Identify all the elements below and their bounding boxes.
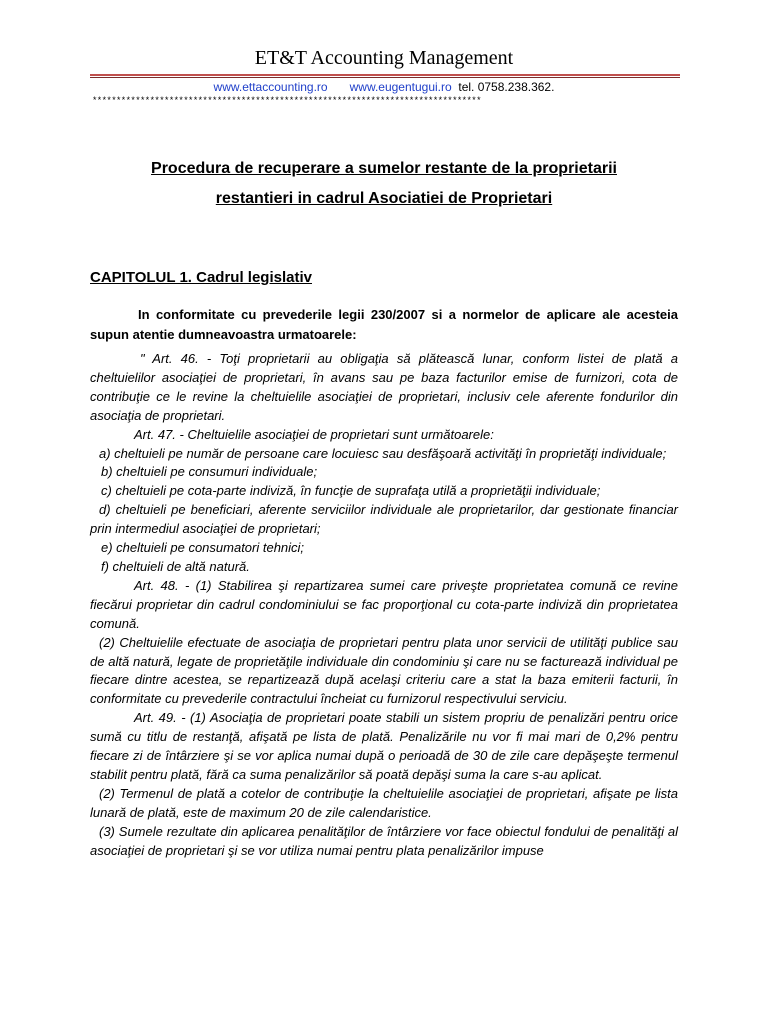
article-47-item-c: c) cheltuieli pe cota-parte indiviză, în funcţie de suprafaţa utilă a proprietăţii individuale; xyxy=(101,483,601,499)
title-line-1: Procedura de recuperare a sumelor restante de la proprietarii xyxy=(151,160,617,177)
title-line-2: restantieri in cadrul Asociatiei de Proprietari xyxy=(215,190,553,207)
company-name: ET&T Accounting Management xyxy=(254,47,514,69)
header-divider xyxy=(90,74,680,76)
article-47-item-f: f) cheltuieli de altă natură. xyxy=(101,558,250,574)
website-link-ettaccounting[interactable]: www.ettaccounting.ro xyxy=(213,80,328,94)
contact-line xyxy=(0,79,768,95)
law-excerpt xyxy=(90,350,678,860)
article-49-paragraph-3: (3) Sumele rezultate din aplicarea penalităţilor de întârziere vor face obiectul fondului de penalităţi al asociaţiei de proprietari şi se vor utiliza numai pentru plata penalizărilor impuse xyxy=(90,823,678,858)
article-47-item-e: e) cheltuieli pe consumatori tehnici; xyxy=(101,540,305,556)
article-49-paragraph-2: (2) Termenul de plată a cotelor de contribuţie la cheltuielile asociaţiei de proprietari, afişate pe lista lunară de plată, este de maximum 20 de zile calendaristice. xyxy=(90,785,678,820)
chapter-1-heading: CAPITOLUL 1. Cadrul legislativ xyxy=(90,269,312,286)
article-48-paragraph-2: (2) Cheltuielile efectuate de asociaţia de proprietari pentru plata unor servicii de utilităţi publice sau de altă natură, legate de proprietăţile individuale din condominiu şi care nu se facturează individual pe fiecare dintre acestea, se repartizează după acelaşi criteriu care a stat la baza emiterii facturii, în conformitate cu prevederile contractului încheiat cu furnizorul respectivului serviciu. xyxy=(90,634,678,707)
article-46: " Art. 46. - Toţi proprietarii au obligaţia să plătească lunar, conform listei de plată a cheltuielilor asociaţiei de proprietari, în avans sau pe baza facturilor emise de furnizori, cota de contribuţie ce le revine la cheltuielile asociaţiei de proprietari, inclusiv cele aferente fondurilor din asociaţia de proprietari. xyxy=(90,351,678,423)
chapter-1-intro: In conformitate cu prevederile legii 230/2007 si a normelor de aplicare ale acesteia supun atentie dumneavoastra urmatoarele: xyxy=(90,307,678,342)
header-divider-shadow xyxy=(90,77,680,78)
article-47-item-b: b) cheltuieli pe consumuri individuale; xyxy=(101,464,318,480)
website-link-eugentugui[interactable]: www.eugentugui.ro xyxy=(349,80,452,94)
article-47-item-a: a) cheltuieli pe număr de persoane care locuiesc sau desfăşoară activităţi în proprietăţi individuale; xyxy=(99,445,667,461)
phone-number: tel. 0758.238.362. xyxy=(458,80,555,94)
article-47-item-d: d) cheltuieli pe beneficiari, aferente serviciilor individuale ale proprietarilor, dar gestionate financiar prin intermediul asociaţiei de proprietari; xyxy=(90,502,678,537)
star-separator: ********************************************************************************* xyxy=(92,96,481,106)
article-48-paragraph-1: Art. 48. - (1) Stabilirea şi repartizarea sumei care priveşte proprietatea comună ce revine fiecărui proprietar din cadrul condominiului se fac proporţional cu cota-parte indiviză din proprietatea comună. xyxy=(90,577,678,631)
article-47: Art. 47. - Cheltuielile asociaţiei de proprietari sunt următoarele: xyxy=(134,426,494,442)
document-title xyxy=(100,154,668,214)
document-header xyxy=(0,44,768,72)
article-49-paragraph-1: Art. 49. - (1) Asociaţia de proprietari poate stabili un sistem propriu de penalizări pentru orice sumă cu titlu de restanţă, afişată pe lista de plată. Penalizările nu vor fi mai mari de 0,2% pentru fiecare zi de întârziere şi se vor aplica numai după o perioadă de 30 de zile care depăşeşte termenul stabilit pentru plată, fără ca suma penalizărilor să poată depăşi suma la care s-au aplicat. xyxy=(90,710,678,782)
